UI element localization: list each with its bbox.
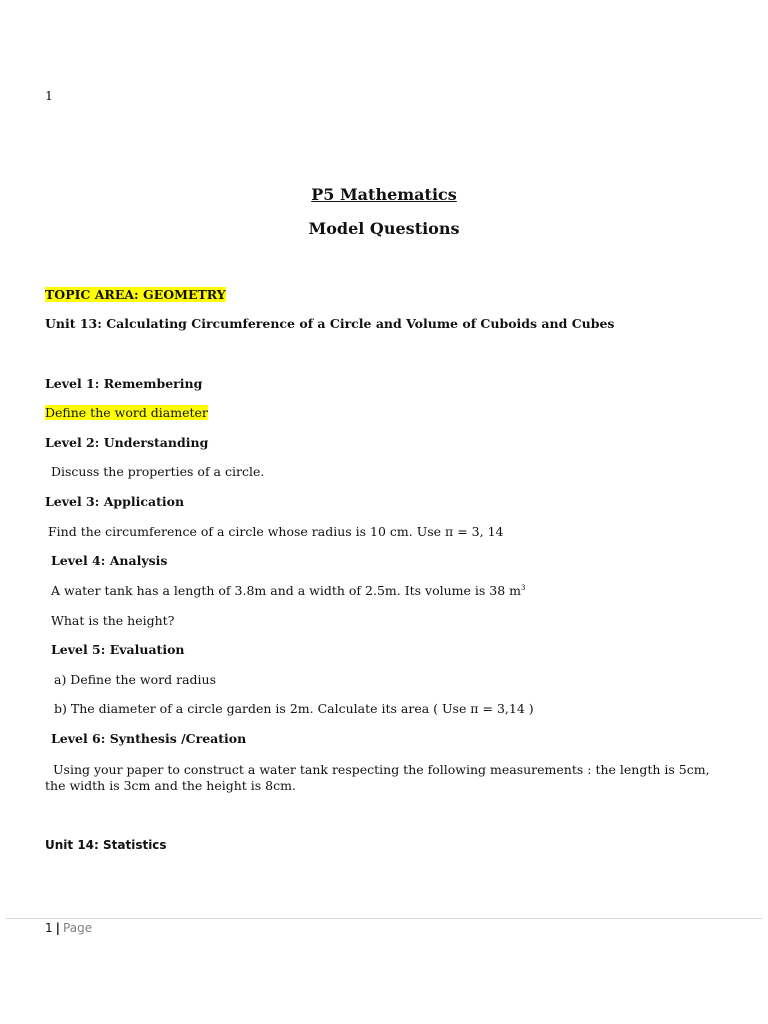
level6-heading: Level 6: Synthesis /Creation xyxy=(51,731,247,746)
footer-page-number: 1 xyxy=(45,921,53,935)
header-page-number: 1 xyxy=(45,88,53,103)
unit14-heading: Unit 14: Statistics xyxy=(45,838,167,852)
document-title: P5 Mathematics xyxy=(311,185,457,204)
footer-page-label: Page xyxy=(63,921,93,935)
topic-area-text: TOPIC AREA: GEOMETRY xyxy=(45,287,226,302)
footer xyxy=(45,921,92,935)
level1-question xyxy=(45,405,208,421)
topic-area xyxy=(45,287,226,303)
level2-heading: Level 2: Understanding xyxy=(45,435,209,450)
level2-question: Discuss the properties of a circle. xyxy=(51,464,265,479)
level6-question: Using your paper to construct a water tank respecting the following measurements : the length is 5cm, the width is 3cm and the height is 8cm. xyxy=(45,762,710,793)
level3-question: Find the circumference of a circle whose radius is 10 cm. Use π = 3, 14 xyxy=(48,524,504,539)
footer-separator: | xyxy=(55,921,61,935)
document-subtitle: Model Questions xyxy=(308,219,460,238)
unit13-heading: Unit 13: Calculating Circumference of a Circle and Volume of Cuboids and Cubes xyxy=(45,316,615,331)
footer-divider xyxy=(6,918,762,919)
level1-question-text: Define the word diameter xyxy=(45,405,208,420)
level4-question xyxy=(51,583,526,599)
level1-heading: Level 1: Remembering xyxy=(45,376,203,391)
level3-heading: Level 3: Application xyxy=(45,494,185,509)
level5-part-a: a) Define the word radius xyxy=(54,672,216,687)
level5-heading: Level 5: Evaluation xyxy=(51,642,185,657)
superscript-exponent: 3 xyxy=(521,583,526,592)
level4-question2: What is the height? xyxy=(51,613,175,628)
level4-question-main: A water tank has a length of 3.8m and a width of 2.5m. Its volume is 38 m xyxy=(51,583,522,598)
level5-part-b: b) The diameter of a circle garden is 2m. Calculate its area ( Use π = 3,14 ) xyxy=(54,701,534,716)
level4-heading: Level 4: Analysis xyxy=(51,553,168,568)
